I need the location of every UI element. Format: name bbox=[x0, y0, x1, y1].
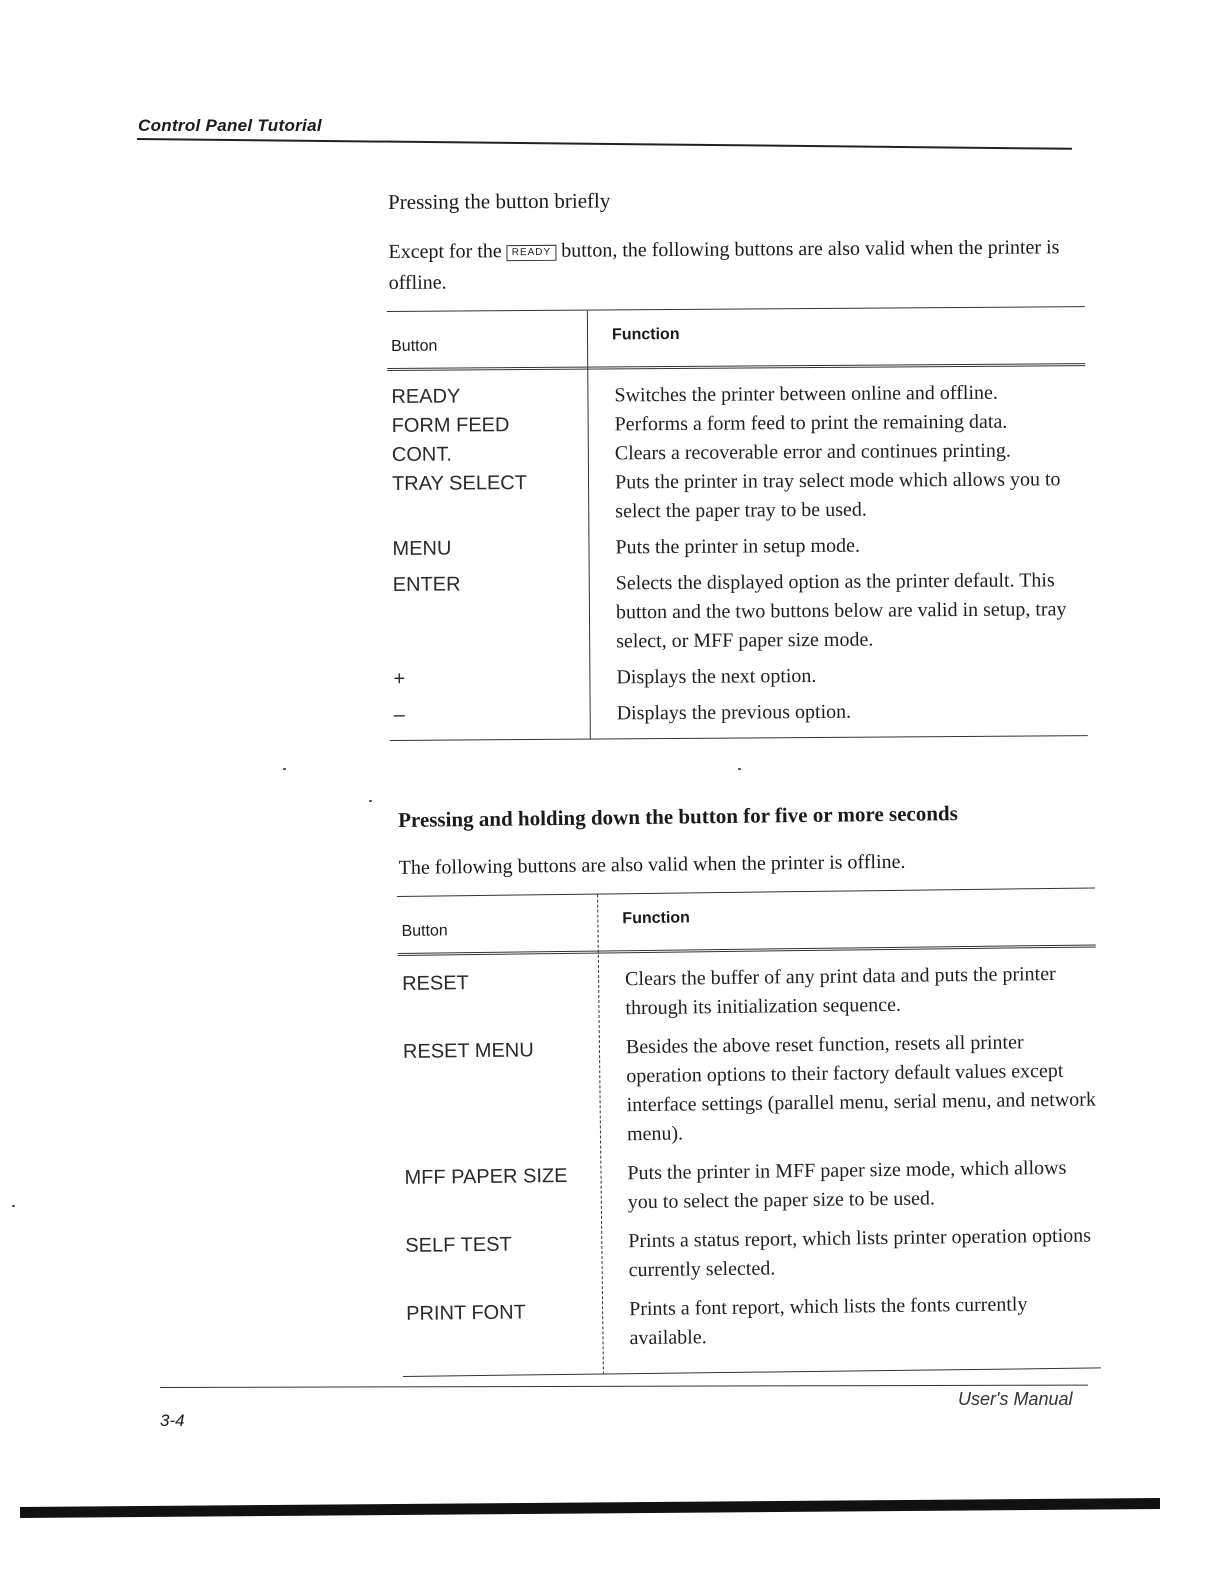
intro-text-before: Except for the bbox=[388, 240, 507, 263]
button-function-table bbox=[397, 887, 1101, 1376]
button-function: Displays the previous option. bbox=[616, 700, 852, 725]
button-function: Clears a recoverable error and continues printing. bbox=[614, 439, 1011, 465]
section-long-press bbox=[396, 799, 1103, 1377]
button-name: + bbox=[393, 667, 406, 690]
header-rule bbox=[137, 138, 1072, 150]
button-function: Prints a status report, which lists printer operation options currently selected. bbox=[628, 1224, 1092, 1282]
button-function: Performs a form feed to print the remaining data. bbox=[614, 410, 1008, 436]
button-name: ENTER bbox=[392, 573, 461, 596]
page-number: 3-4 bbox=[160, 1411, 185, 1430]
section-heading: Pressing the button briefly bbox=[387, 188, 611, 214]
table-header bbox=[387, 307, 1085, 371]
button-function: Puts the printer in MFF paper size mode, which allows you to select the paper size to be used. bbox=[627, 1156, 1067, 1214]
button-function: Prints a font report, which lists the fonts currently available. bbox=[629, 1293, 1028, 1350]
section-intro bbox=[388, 232, 1068, 299]
column-header-function: Function bbox=[611, 325, 680, 344]
button-name: FORM FEED bbox=[391, 414, 510, 437]
button-function: Displays the next option. bbox=[616, 665, 817, 689]
button-name: MENU bbox=[392, 537, 452, 560]
button-function-table bbox=[387, 306, 1088, 741]
intro-text-after: button, the following buttons are also valid when the printer is offline. bbox=[388, 236, 1060, 294]
table-row bbox=[401, 1221, 1100, 1288]
table-row bbox=[389, 566, 1088, 658]
table-row bbox=[399, 1027, 1098, 1152]
scan-speck bbox=[738, 768, 741, 770]
column-header-button: Button bbox=[401, 922, 448, 940]
table-row bbox=[400, 1153, 1099, 1220]
scan-speck bbox=[369, 800, 372, 802]
button-name: RESET bbox=[402, 972, 469, 995]
section-heading: Pressing and holding down the button for five or more seconds bbox=[397, 801, 958, 832]
table-header bbox=[397, 888, 1096, 956]
column-header-function: Function bbox=[622, 909, 691, 928]
button-name: – bbox=[393, 703, 405, 726]
button-function: Selects the displayed option as the printer default. This button and the two buttons below are valid in setup, tray select, or MFF paper size mode. bbox=[615, 569, 1067, 653]
button-name: RESET MENU bbox=[402, 1039, 534, 1063]
section-intro: The following buttons are also valid when the printer is offline. bbox=[398, 850, 906, 879]
table-row bbox=[390, 696, 1088, 730]
ready-key-icon: READY bbox=[507, 245, 557, 261]
button-function: Puts the printer in tray select mode which allows you to select the paper tray to be used. bbox=[614, 468, 1061, 523]
table-row bbox=[402, 1289, 1101, 1356]
section-brief-press bbox=[386, 185, 1090, 741]
button-name: SELF TEST bbox=[405, 1233, 512, 1257]
scan-speck bbox=[12, 1205, 15, 1207]
button-name: CONT. bbox=[391, 443, 452, 466]
scan-speck bbox=[283, 768, 286, 770]
scan-edge-bar bbox=[20, 1498, 1160, 1518]
button-name: TRAY SELECT bbox=[391, 472, 527, 495]
button-function: Besides the above reset function, resets all printer operation options to their factory default values except interface settings (parallel menu, serial menu, and network menu). bbox=[625, 1031, 1097, 1146]
footer-rule bbox=[160, 1385, 1088, 1388]
table-row bbox=[389, 660, 1087, 694]
button-name: READY bbox=[391, 385, 461, 408]
table-row bbox=[388, 465, 1086, 528]
button-name: PRINT FONT bbox=[406, 1301, 526, 1325]
button-function: Clears the buffer of any print data and puts the printer through its initialization sequence. bbox=[624, 962, 1056, 1020]
table-body bbox=[387, 366, 1088, 741]
table-body bbox=[398, 947, 1101, 1376]
button-name: MFF PAPER SIZE bbox=[404, 1164, 568, 1189]
table-row bbox=[388, 530, 1086, 564]
button-function: Switches the printer between online and offline. bbox=[614, 381, 998, 407]
manual-name: User's Manual bbox=[958, 1389, 1073, 1409]
running-header-title: Control Panel Tutorial bbox=[138, 116, 322, 135]
column-header-button: Button bbox=[391, 337, 438, 355]
table-row bbox=[398, 959, 1097, 1026]
button-function: Puts the printer in setup mode. bbox=[615, 534, 860, 559]
